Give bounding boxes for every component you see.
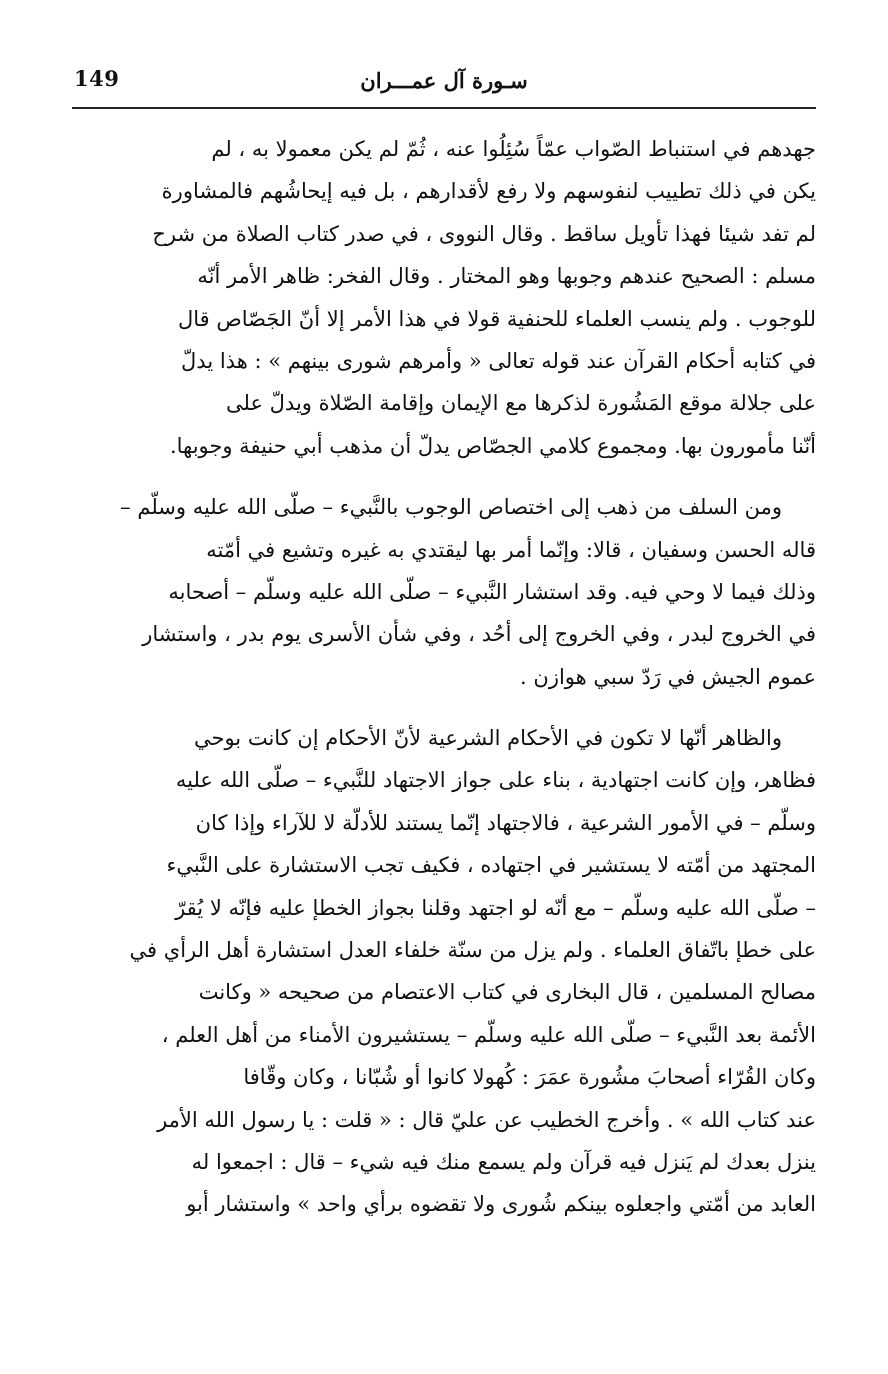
text-line: للوجوب . ولم ينسب العلماء للحنفية قولا في هذا الأمر إلا أنّ الجَصّاص قال <box>177 306 816 331</box>
paragraph <box>72 717 816 1226</box>
paragraph <box>72 486 816 698</box>
text-line: والظاهر أنّها لا تكون في الأحكام الشرعية لأنّ الأحكام إن كانت بوحي <box>193 726 782 751</box>
text-line: عند كتاب الله » . وأخرج الخطيب عن عليّ قال : « قلت : يا رسول الله الأمر <box>157 1107 816 1132</box>
text-line: في الخروج لبدر ، وفي الخروج إلى أحُد ، وفي شأن الأسرى يوم بدر ، واستشار <box>142 622 816 647</box>
text-line: ينزل بعدك لم يَنزل فيه قرآن ولم يسمع منك فيه شيء – قال : اجمعوا له <box>191 1149 816 1174</box>
body-text <box>72 128 816 1226</box>
running-head-title: سـورة آل عمـــران <box>360 68 528 93</box>
page-number: 149 <box>74 66 120 91</box>
text-line: – صلّى الله عليه وسلّم – مع أنّه لو اجتهد وقلنا بجواز الخطإ عليه فإنّه لا يُقرّ <box>175 895 816 920</box>
text-line: العابد من أمّتي واجعلوه بينكم شُورى ولا تقضوه برأي واحد » واستشار أبو <box>186 1192 816 1217</box>
text-line: الأئمة بعد النَّبيء – صلّى الله عليه وسلّم – يستشيرون الأمناء من أهل العلم ، <box>161 1022 816 1047</box>
text-line: قاله الحسن وسفيان ، قالا: وإنّما أمر بها ليقتدي به غيره وتشيع في أمّته <box>206 537 816 562</box>
text-line: فظاهر، وإن كانت اجتهادية ، بناء على جواز الاجتهاد للنَّبيء – صلّى الله عليه <box>175 768 816 793</box>
header-rule <box>72 107 816 109</box>
text-line: وذلك فيما لا وحي فيه. وقد استشار النَّبيء – صلّى الله عليه وسلّم – أصحابه <box>168 579 816 604</box>
paragraph <box>72 128 816 467</box>
text-line: عموم الجيش في رَدّ سبي هوازن . <box>520 664 816 689</box>
text-line: وكان القُرّاء أصحابَ مشُورة عمَرَ : كُهولا كانوا أو شُبّانا ، وكان وقّافا <box>243 1065 816 1090</box>
text-line: وسلّم – في الأمور الشرعية ، فالاجتهاد إنّما يستند للأدلّة لا للآراء وإذا كان <box>195 810 816 835</box>
text-line: في كتابه أحكام القرآن عند قوله تعالى « وأمرهم شورى بينهم » : هذا يدلّ <box>181 348 816 373</box>
text-line: مسلم : الصحيح عندهم وجوبها وهو المختار . وقال الفخر: ظاهر الأمر أنّه <box>197 264 816 289</box>
text-line: المجتهد من أمّته لا يستشير في اجتهاده ، فكيف تجب الاستشارة على النَّبيء <box>166 853 816 878</box>
text-line: على خطإ باتّفاق العلماء . ولم يزل من سنّة خلفاء العدل استشارة أهل الرأي في <box>129 938 816 963</box>
text-line: على جلالة موقع المَشُورة لذكرها مع الإيمان وإقامة الصّلاة ويدلّ على <box>226 391 816 416</box>
text-line: يكن في ذلك تطييب لنفوسهم ولا رفع لأقدارهم ، بل فيه إيحاشُهم فالمشاورة <box>161 179 816 204</box>
text-line: أنّنا مأمورون بها. ومجموع كلامي الجصّاص يدلّ أن مذهب أبي حنيفة وجوبها. <box>169 433 816 458</box>
text-line: جهدهم في استنباط الصّواب عمّاً سُئِلُوا عنه ، ثُمّ لم يكن معمولا به ، لم <box>211 137 816 161</box>
text-line: مصالح المسلمين ، قال البخارى في كتاب الاعتصام من صحيحه « وكانت <box>198 980 816 1005</box>
text-line: لم تفد شيئا فهذا تأويل ساقط . وقال النووى ، في صدر كتاب الصلاة من شرح <box>152 221 816 246</box>
text-line: ومن السلف من ذهب إلى اختصاص الوجوب بالنَّبيء – صلّى الله عليه وسلّم – <box>120 495 782 520</box>
